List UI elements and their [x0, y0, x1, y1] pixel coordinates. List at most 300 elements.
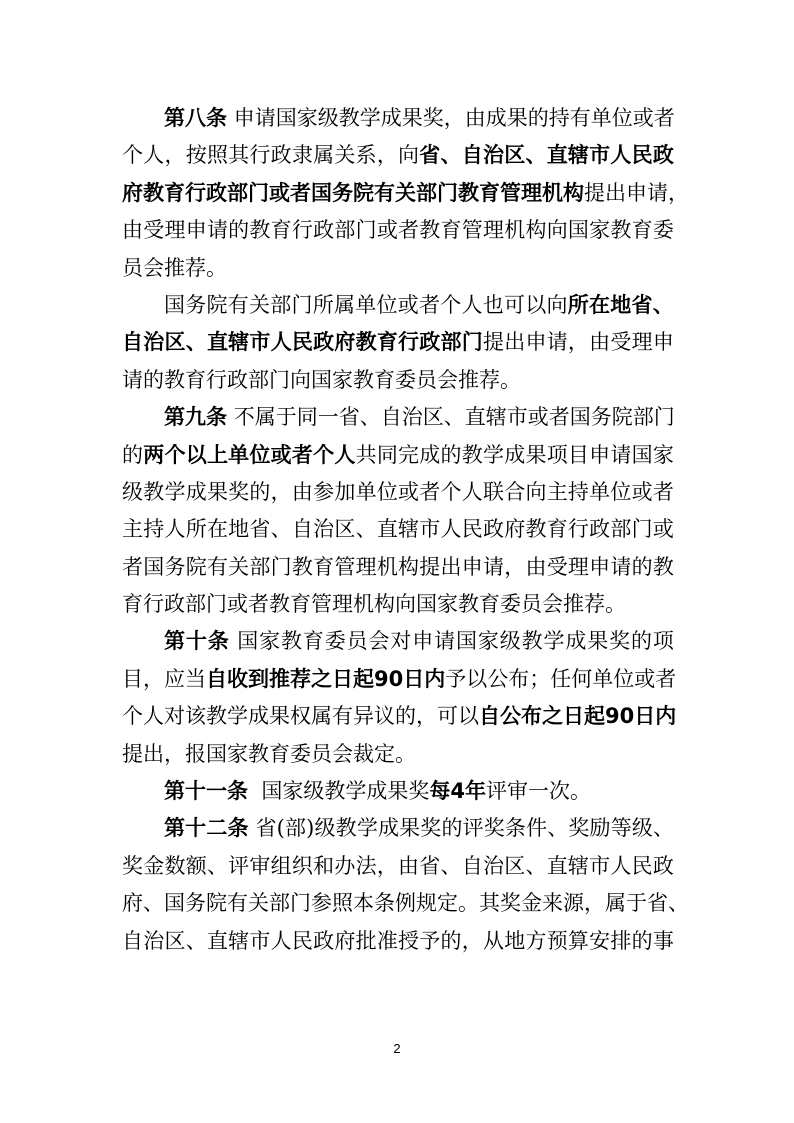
- body-char: ，: [270, 479, 292, 504]
- body-char: 务: [164, 554, 186, 579]
- body-char: 、: [355, 517, 377, 542]
- body-char: 市: [506, 405, 528, 430]
- body-char: 家: [296, 106, 318, 130]
- body-char: 例: [395, 891, 416, 916]
- bold-char: 条: [207, 629, 229, 654]
- body-char: 参: [311, 891, 332, 916]
- body-char: 或: [376, 218, 398, 243]
- body-char: 目: [122, 666, 143, 691]
- bold-char: 务: [332, 180, 353, 205]
- body-char: 区: [334, 517, 356, 542]
- body-char: 申: [589, 442, 611, 467]
- bold-char: 十: [185, 629, 207, 654]
- text-line: [122, 362, 674, 399]
- body-char: 行: [567, 517, 589, 542]
- bold-char: 、: [652, 292, 674, 317]
- bold-char: 辖: [567, 143, 589, 168]
- body-char: 同: [296, 405, 318, 430]
- body-char: 单: [355, 479, 377, 504]
- body-char: 持: [567, 479, 589, 504]
- body-char: 机: [504, 218, 526, 243]
- body-char: 学: [356, 816, 378, 841]
- bold-char: 收: [227, 666, 248, 691]
- body-char: 不: [233, 405, 255, 430]
- bold-char: 个: [164, 442, 186, 467]
- bold-char: 治: [143, 330, 165, 355]
- body-char: ；: [529, 666, 551, 691]
- body-char: 单: [592, 666, 614, 691]
- body-char: 办: [334, 853, 356, 878]
- bold-char: 区: [504, 143, 526, 168]
- body-char: 治: [143, 928, 165, 953]
- body-char: 何: [571, 666, 593, 691]
- text-line: [122, 661, 677, 698]
- bold-char: 公: [500, 704, 521, 729]
- body-char: 关: [334, 143, 356, 168]
- text-line: [122, 100, 674, 137]
- bold-char: 十: [185, 816, 207, 841]
- body-char: 申: [412, 629, 434, 654]
- body-char: 加: [334, 479, 356, 504]
- body-char: 门: [355, 218, 377, 243]
- body-char: 委: [324, 629, 346, 654]
- body-char: 者: [419, 292, 440, 317]
- body-char: 个: [122, 143, 143, 168]
- body-char: 奖: [568, 816, 590, 841]
- body-char: 政: [313, 218, 335, 243]
- bold-char: 日: [332, 666, 353, 691]
- body-char: 市: [589, 853, 611, 878]
- text-line: [122, 848, 674, 885]
- body-char: 的: [249, 479, 271, 504]
- body-char: 门: [290, 891, 311, 916]
- text-line: [122, 623, 674, 660]
- body-char: 、: [653, 816, 674, 841]
- body-char: 奖: [609, 629, 631, 654]
- body-char: 请: [482, 554, 504, 579]
- body-char: 自: [122, 928, 143, 953]
- body-char: 出: [605, 180, 626, 205]
- body-char: 持: [143, 517, 165, 542]
- bold-char: 理: [521, 180, 542, 205]
- body-char: 或: [527, 405, 549, 430]
- body-char: 请: [647, 180, 668, 205]
- body-char: 教: [206, 704, 227, 729]
- body-char: 自: [380, 405, 402, 430]
- body-char: ，: [143, 666, 164, 691]
- body-text: 评审一次。: [485, 779, 591, 804]
- body-char: 育: [270, 218, 292, 243]
- body-char: 辖: [228, 928, 250, 953]
- body-char: 成: [248, 704, 269, 729]
- bold-char: 政: [206, 180, 227, 205]
- bold-char: 院: [353, 180, 374, 205]
- body-char: 教: [419, 218, 441, 243]
- body-char: 属: [254, 405, 276, 430]
- body-char: 申: [461, 554, 483, 579]
- body-char: 区: [164, 928, 186, 953]
- body-char: 门: [631, 517, 653, 542]
- body-char: 受: [546, 554, 568, 579]
- body-char: 数: [164, 853, 186, 878]
- body-char: 管: [334, 554, 356, 579]
- body-char: 位: [376, 479, 398, 504]
- text-line: [122, 287, 674, 324]
- body-char: 国: [275, 106, 297, 130]
- bold-char: 、: [185, 330, 207, 355]
- body-char: 民: [291, 928, 313, 953]
- body-char: 府: [504, 517, 526, 542]
- bold-char: 教: [143, 180, 164, 205]
- body-char: 区: [422, 405, 444, 430]
- body-char: 申: [525, 330, 547, 355]
- bold-char: 政: [419, 330, 441, 355]
- body-char: 、: [440, 853, 462, 878]
- bold-char: 地: [610, 292, 632, 317]
- body-char: 由: [525, 554, 547, 579]
- body-char: 予: [445, 666, 467, 691]
- text-line: [122, 549, 674, 586]
- body-char: 申: [652, 330, 674, 355]
- body-char: 以: [525, 292, 547, 317]
- body-char: 奖: [422, 106, 444, 130]
- body-char: 教: [652, 554, 674, 579]
- body-char: 、: [206, 853, 228, 878]
- bold-char: 府: [122, 180, 143, 205]
- bold-char: 民: [631, 143, 653, 168]
- body-char: 个: [440, 479, 462, 504]
- body-char: 国: [164, 891, 185, 916]
- bold-char: 单: [228, 442, 250, 467]
- body-char: 学: [164, 479, 186, 504]
- bold-char: 九: [185, 405, 206, 430]
- body-char: 国: [631, 442, 653, 467]
- body-char: 部: [632, 405, 654, 430]
- body-char: 有: [227, 891, 248, 916]
- body-char: 或: [398, 479, 420, 504]
- body-char: 组: [270, 853, 292, 878]
- body-char: 可: [504, 292, 525, 317]
- body-char: 异: [353, 704, 374, 729]
- bold-char: 政: [313, 330, 335, 355]
- bold-char: 、: [525, 143, 547, 168]
- body-char: 成: [504, 442, 526, 467]
- body-char: 对: [164, 704, 185, 729]
- body-text: 国家级教学成果奖: [248, 779, 430, 804]
- body-char: 自: [291, 517, 313, 542]
- body-char: 有: [227, 292, 249, 317]
- body-char: 批: [355, 928, 377, 953]
- bold-char: 条: [206, 106, 227, 130]
- body-char: 的: [395, 704, 416, 729]
- body-char: 家: [259, 629, 281, 654]
- body-char: 成: [377, 816, 399, 841]
- body-char: 员: [346, 629, 368, 654]
- bold-char: 管: [500, 180, 521, 205]
- body-char: 出: [440, 554, 462, 579]
- body-char: 权: [290, 704, 311, 729]
- body-char: 果: [506, 106, 528, 130]
- body-char: 政: [652, 853, 674, 878]
- body-char: 受: [143, 218, 165, 243]
- body-char: 规: [416, 891, 437, 916]
- body-char: 机: [376, 554, 398, 579]
- body-char: 者: [122, 554, 143, 579]
- bold-char: 教: [355, 330, 377, 355]
- body-char: 关: [228, 554, 250, 579]
- body-text: 提出，报国家教育委员会裁定。: [122, 741, 416, 766]
- body-char: 教: [249, 218, 271, 243]
- body-char: 地: [504, 928, 526, 953]
- body-char: 果: [269, 704, 290, 729]
- body-char: 果: [525, 442, 547, 467]
- body-char: 励: [589, 816, 611, 841]
- bold-char: 条: [206, 405, 227, 430]
- body-char: 级: [317, 106, 339, 130]
- bold-char: 、: [440, 143, 462, 168]
- body-char: 个: [440, 292, 462, 317]
- body-char: 理: [355, 554, 377, 579]
- bold-char: 荐: [290, 666, 311, 691]
- body-char: 奖: [483, 816, 505, 841]
- body-char: 单: [355, 292, 377, 317]
- body-char: 级: [631, 816, 653, 841]
- bold-char: 门: [437, 180, 458, 205]
- body-char: 法: [355, 853, 377, 878]
- body-char: 成: [419, 442, 441, 467]
- body-char: 构: [525, 218, 547, 243]
- body-char: 位: [611, 106, 633, 130]
- body-char: 民: [631, 853, 653, 878]
- body-char: 门: [270, 554, 292, 579]
- body-char: 院: [206, 292, 228, 317]
- body-char: 管: [461, 218, 483, 243]
- body-char: 区: [504, 853, 526, 878]
- bold-text: 每4年: [429, 779, 486, 804]
- body-char: 委: [652, 218, 674, 243]
- body-char: 者: [653, 106, 675, 130]
- body-char: 院: [611, 405, 633, 430]
- body-char: 其: [479, 891, 500, 916]
- body-char: 于: [275, 405, 297, 430]
- body-char: 省: [647, 891, 668, 916]
- bold-char: 人: [334, 442, 356, 467]
- body-char: 联: [482, 479, 504, 504]
- body-char: 的: [440, 928, 462, 953]
- bold-char: 机: [542, 180, 563, 205]
- body-char: 学: [482, 442, 504, 467]
- body-char: 议: [374, 704, 395, 729]
- body-char: 在: [206, 517, 228, 542]
- body-char: 成: [565, 629, 587, 654]
- body-char: 人: [461, 292, 483, 317]
- body-char: 部: [284, 816, 306, 841]
- body-char: 辖: [567, 853, 589, 878]
- body-char: 部: [249, 554, 271, 579]
- bold-char: 到: [248, 666, 269, 691]
- body-char: 的: [631, 928, 653, 953]
- body-char: 学: [227, 704, 248, 729]
- document-body: [122, 100, 689, 960]
- body-char: ，: [376, 853, 398, 878]
- text-line: [122, 736, 674, 773]
- body-char: 所: [312, 292, 334, 317]
- spacer: [227, 399, 234, 436]
- body-char: 公: [487, 666, 509, 691]
- body-char: 教: [280, 629, 302, 654]
- bold-char: 第: [164, 106, 185, 130]
- body-char: 向: [525, 479, 547, 504]
- body-char: 主: [546, 479, 568, 504]
- body-char: 的: [122, 442, 143, 467]
- body-char: 理: [631, 330, 653, 355]
- bold-char: 之: [542, 704, 563, 729]
- body-char: 省: [255, 816, 277, 841]
- bold-char: 部: [440, 330, 462, 355]
- body-char: 方: [525, 928, 547, 953]
- body-char: 国: [143, 554, 165, 579]
- body-char: 部: [334, 218, 356, 243]
- bold-char: 行: [398, 330, 420, 355]
- body-char: 理: [567, 554, 589, 579]
- body-char: 会: [368, 629, 390, 654]
- body-char: 教: [335, 816, 357, 841]
- body-char: 个: [122, 704, 143, 729]
- bold-char: 育: [376, 330, 398, 355]
- text-line: [122, 324, 674, 361]
- bold-char: 自: [461, 143, 483, 168]
- body-char: 人: [164, 517, 186, 542]
- body-char: 学: [543, 629, 565, 654]
- body-text: 育行政部门或者教育管理机构向国家教育委员会推荐。: [122, 592, 626, 617]
- bold-char: 90: [605, 704, 635, 729]
- bold-char: 市: [249, 330, 271, 355]
- body-char: 单: [589, 479, 611, 504]
- body-char: 请: [206, 218, 228, 243]
- body-char: 等: [610, 816, 632, 841]
- body-char: 市: [249, 928, 271, 953]
- body-char: 教: [521, 629, 543, 654]
- body-char: 本: [353, 891, 374, 916]
- body-char: 排: [610, 928, 632, 953]
- body-char: 向: [546, 218, 568, 243]
- body-char: 织: [291, 853, 313, 878]
- body-char: 、: [525, 853, 547, 878]
- bold-char: 条: [227, 816, 249, 841]
- bold-char: 90: [374, 666, 404, 691]
- body-char: 请: [610, 442, 632, 467]
- body-char: 或: [632, 106, 654, 130]
- body-char: 布: [508, 666, 530, 691]
- body-char: 申: [589, 554, 611, 579]
- body-char: 所: [185, 517, 207, 542]
- body-char: 国: [164, 292, 185, 317]
- bold-char: 起: [584, 704, 605, 729]
- body-char: 有: [569, 106, 591, 130]
- bold-char: 以: [185, 442, 207, 467]
- body-char: 家: [477, 629, 499, 654]
- text-line: [122, 511, 674, 548]
- body-char: 准: [376, 928, 398, 953]
- body-char: 也: [482, 292, 504, 317]
- body-char: 预: [546, 928, 568, 953]
- bold-char: 内: [655, 704, 677, 729]
- body-char: 直: [206, 928, 228, 953]
- body-char: 提: [482, 330, 504, 355]
- body-char: 者: [398, 218, 420, 243]
- bold-char: 日: [634, 704, 656, 729]
- bold-char: 位: [249, 442, 271, 467]
- body-char: ，: [584, 891, 605, 916]
- text-line: [122, 810, 674, 847]
- body-char: 门: [291, 292, 313, 317]
- bold-char: 起: [353, 666, 374, 691]
- body-char: 省: [419, 853, 441, 878]
- body-char: 属: [311, 704, 332, 729]
- body-char: 和: [313, 853, 335, 878]
- body-char: 人: [610, 853, 632, 878]
- body-char: 评: [462, 816, 484, 841]
- body-char: 该: [185, 704, 206, 729]
- body-char: ，: [504, 554, 526, 579]
- body-char: 理: [164, 218, 186, 243]
- body-char: 参: [313, 479, 335, 504]
- bold-char: 个: [313, 442, 335, 467]
- body-char: 由: [464, 106, 486, 130]
- bold-char: 区: [164, 330, 186, 355]
- body-char: ，: [567, 330, 589, 355]
- body-char: 当: [185, 666, 206, 691]
- bold-char: 自: [206, 666, 227, 691]
- bold-char: 或: [269, 180, 290, 205]
- body-char: 属: [605, 891, 626, 916]
- body-char: 有: [332, 704, 353, 729]
- body-char: 同: [376, 442, 398, 467]
- body-char: 直: [464, 405, 486, 430]
- body-char: 源: [563, 891, 584, 916]
- body-char: 以: [458, 704, 479, 729]
- body-text: 员会推荐。: [122, 255, 227, 280]
- body-char: 门: [653, 405, 675, 430]
- body-char: 政: [589, 517, 611, 542]
- body-char: 件: [526, 816, 548, 841]
- body-char: 级: [499, 629, 521, 654]
- page-number: 2: [393, 1041, 401, 1056]
- body-char: 的: [440, 442, 462, 467]
- bold-char: 之: [311, 666, 332, 691]
- body-char: 或: [397, 292, 419, 317]
- body-char: 人: [461, 479, 483, 504]
- body-char: ，: [164, 143, 186, 168]
- body-char: 任: [550, 666, 572, 691]
- body-char: 应: [164, 666, 185, 691]
- bold-char: 二: [206, 816, 228, 841]
- body-char: 地: [228, 517, 250, 542]
- bold-char: 辖: [228, 330, 250, 355]
- body-char: 行: [249, 143, 271, 168]
- body-char: 育: [546, 517, 568, 542]
- body-char: 属: [334, 292, 355, 317]
- body-char: 民: [461, 517, 483, 542]
- text-line: [122, 885, 689, 922]
- text-line: [122, 698, 677, 735]
- body-char: 直: [376, 517, 398, 542]
- body-char: 隶: [291, 143, 313, 168]
- body-char: 对: [390, 629, 412, 654]
- body-char: 行: [291, 218, 313, 243]
- body-char: 、: [359, 405, 381, 430]
- bold-char: 或: [270, 442, 292, 467]
